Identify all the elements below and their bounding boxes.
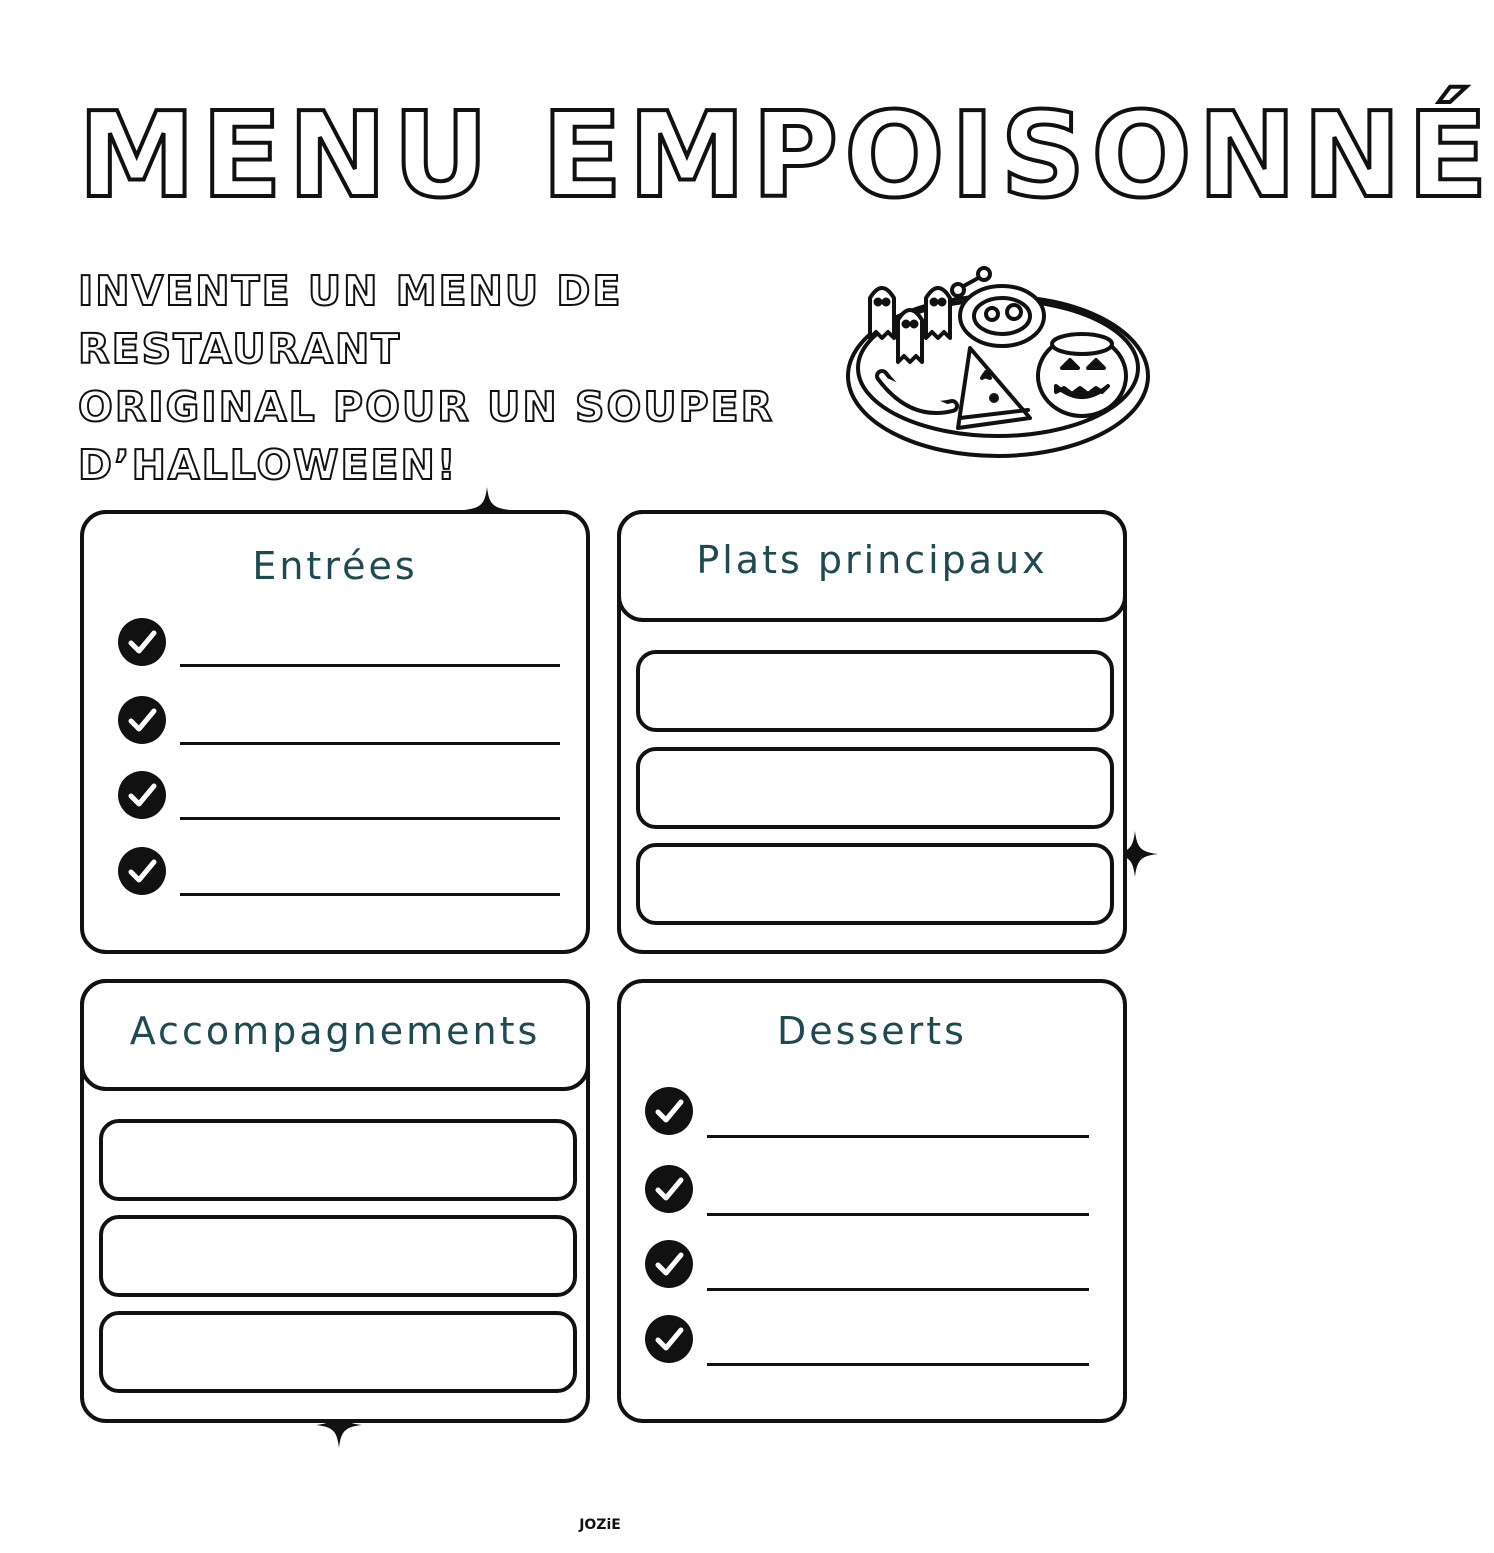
accompagnements-write-box[interactable] [99, 1311, 577, 1393]
check-icon [645, 1087, 693, 1135]
plats-card [617, 510, 1127, 954]
desserts-item-2 [621, 1165, 1123, 1215]
halloween-food-plate-icon [842, 258, 1154, 463]
accompagnements-write-box[interactable] [99, 1215, 577, 1297]
accompagnements-header [80, 979, 590, 1091]
check-icon [645, 1315, 693, 1363]
desserts-write-line[interactable] [707, 1135, 1089, 1138]
check-icon [118, 696, 166, 744]
entrees-write-line[interactable] [180, 817, 560, 820]
desserts-write-line[interactable] [707, 1363, 1089, 1366]
accompagnements-write-box[interactable] [99, 1119, 577, 1201]
entrees-item-1 [84, 618, 586, 668]
desserts-write-line[interactable] [707, 1288, 1089, 1291]
plats-write-box[interactable] [636, 843, 1114, 925]
entrees-write-line[interactable] [180, 664, 560, 667]
entrees-card [80, 510, 590, 954]
entrees-write-line[interactable] [180, 742, 560, 745]
desserts-title: Desserts [777, 1009, 967, 1053]
plats-header [617, 510, 1127, 622]
entrees-item-2 [84, 696, 586, 746]
check-icon [645, 1165, 693, 1213]
check-icon [118, 847, 166, 895]
desserts-item-3 [621, 1240, 1123, 1290]
accompagnements-title: Accompagnements [129, 1009, 541, 1053]
plats-write-box[interactable] [636, 747, 1114, 829]
desserts-item-1 [621, 1087, 1123, 1137]
accompagnements-card [80, 979, 590, 1423]
desserts-item-4 [621, 1315, 1123, 1365]
instructions [78, 262, 838, 494]
instructions-line-3: D’HALLOWEEN! [78, 441, 458, 489]
instructions-line-2: ORIGINAL POUR UN SOUPER [78, 383, 775, 431]
plats-write-box[interactable] [636, 650, 1114, 732]
desserts-card [617, 979, 1127, 1423]
check-icon [645, 1240, 693, 1288]
entrees-item-4 [84, 847, 586, 897]
brand-footer: JOZiE [579, 1517, 621, 1533]
desserts-write-line[interactable] [707, 1213, 1089, 1216]
entrees-title: Entrées [252, 544, 418, 588]
instructions-line-1: INVENTE UN MENU DE RESTAURANT [78, 267, 623, 373]
check-icon [118, 771, 166, 819]
entrees-write-line[interactable] [180, 893, 560, 896]
entrees-item-3 [84, 771, 586, 821]
check-icon [118, 618, 166, 666]
plats-title: Plats principaux [696, 538, 1048, 582]
page-title: MENU EMPOISONNÉ [78, 86, 1494, 224]
